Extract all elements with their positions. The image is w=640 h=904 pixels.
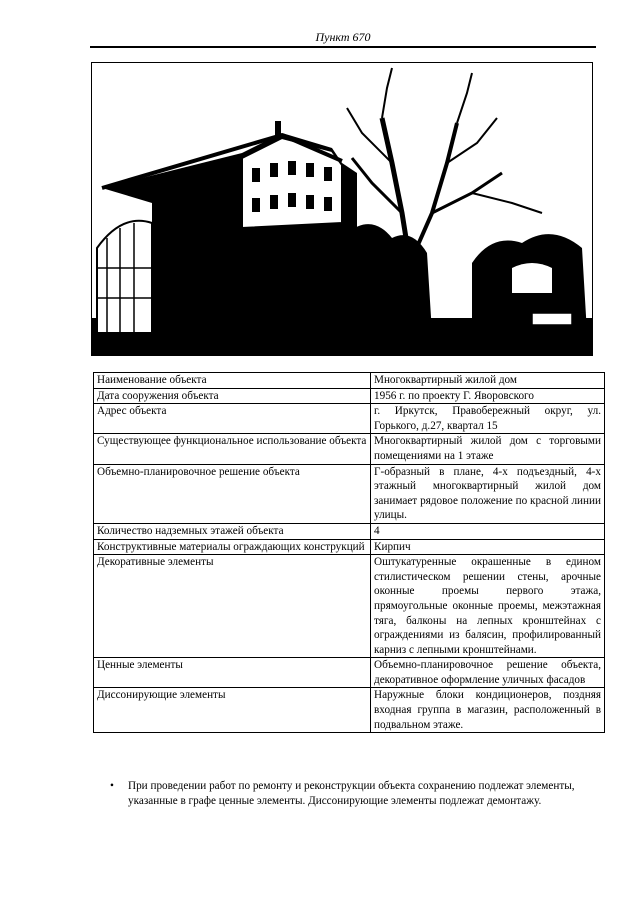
row-value: г. Иркутск, Правобережный округ, ул. Горького, д.27, квартал 15 (371, 404, 605, 434)
row-value: Кирпич (371, 539, 605, 555)
table-row (94, 688, 605, 733)
building-photo (91, 62, 593, 356)
object-info-table (93, 372, 605, 733)
row-label: Наименование объекта (94, 373, 371, 389)
row-label: Диссонирующие элементы (94, 688, 371, 733)
note-bullet: • (110, 780, 114, 792)
page-header: Пункт 670 (315, 30, 371, 44)
row-label: Существующее функциональное использование объекта (94, 434, 371, 464)
building-photo-graphic (92, 63, 592, 355)
row-label: Декоративные элементы (94, 555, 371, 658)
row-value: Многоквартирный жилой дом (371, 373, 605, 389)
table-row (94, 388, 605, 404)
row-value: Объемно-планировочное решение объекта, декоративное оформление уличных фасадов (371, 658, 605, 688)
row-label: Дата сооружения объекта (94, 388, 371, 404)
table-row (94, 434, 605, 464)
table-row (94, 555, 605, 658)
table-row (94, 404, 605, 434)
table-row (94, 464, 605, 523)
table-row (94, 539, 605, 555)
table-row (94, 658, 605, 688)
header-rule (90, 46, 596, 48)
row-label: Объемно-планировочное решение объекта (94, 464, 371, 523)
row-value: Оштукатуренные окрашенные в едином стилистическом решении стены, арочные оконные проемы первого этажа, прямоугольные оконные проемы, межэтажная тяга, балконы на лепных кронштейнах с ограждениями из балясин, профилированный карниз с лепными кронштейнами. (371, 555, 605, 658)
row-label: Ценные элементы (94, 658, 371, 688)
row-value: Многоквартирный жилой дом с торговыми помещениями на 1 этаже (371, 434, 605, 464)
row-value: 1956 г. по проекту Г. Яворовского (371, 388, 605, 404)
row-label: Конструктивные материалы ограждающих конструкций (94, 539, 371, 555)
row-value: Наружные блоки кондиционеров, поздняя входная группа в магазин, расположенный в подвальном этаже. (371, 688, 605, 733)
table-row (94, 373, 605, 389)
note-text: При проведении работ по ремонту и реконструкции объекта сохранению подлежат элементы, указанные в графе ценные элементы. Диссонирующие элементы подлежат демонтажу. (128, 780, 575, 807)
row-label: Адрес объекта (94, 404, 371, 434)
row-label: Количество надземных этажей объекта (94, 523, 371, 539)
table-row (94, 523, 605, 539)
row-value: 4 (371, 523, 605, 539)
row-value: Г-образный в плане, 4-х подъездный, 4-х этажный многоквартирный жилой дом занимает рядовое положение по красной линии улицы. (371, 464, 605, 523)
